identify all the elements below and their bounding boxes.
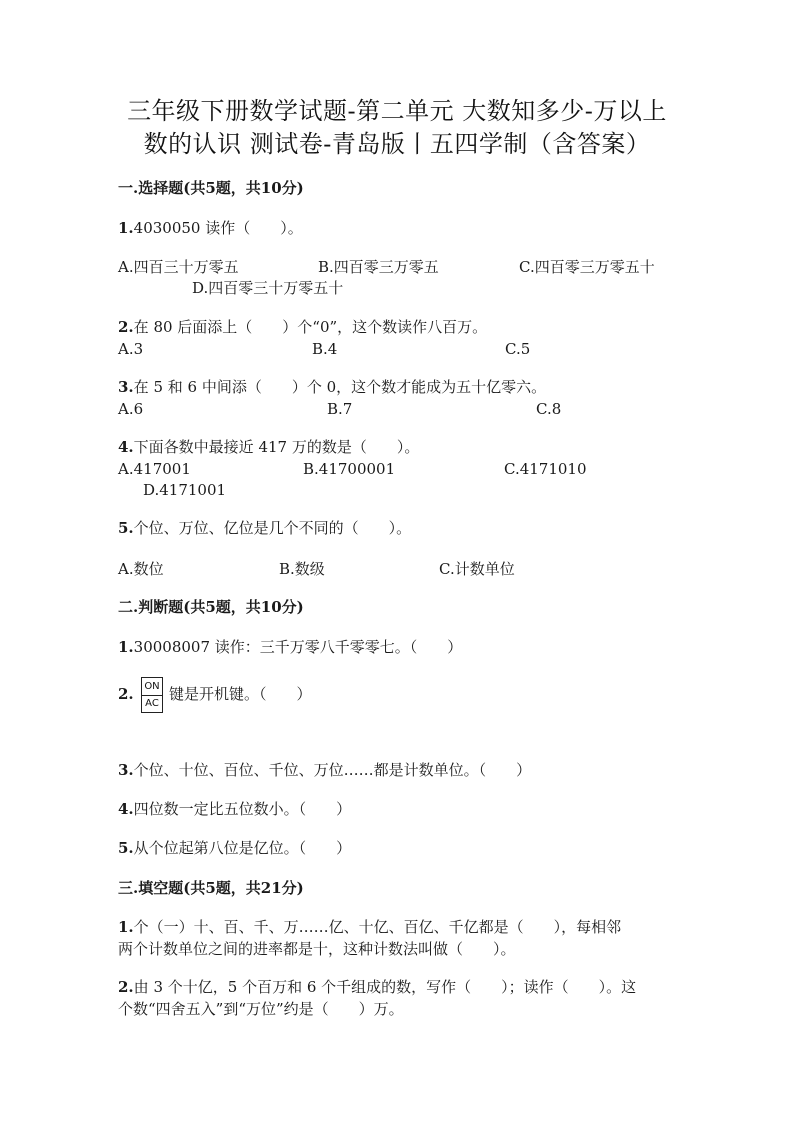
choice-q5-option-b: B.数级 — [279, 560, 325, 578]
key-label-top: ON — [144, 681, 160, 692]
question-number: 3. — [118, 378, 134, 396]
on-ac-key-icon — [141, 677, 163, 713]
choice-q2 — [118, 317, 487, 337]
choice-q3-option-b: B.7 — [327, 400, 353, 418]
judge-q1 — [118, 637, 462, 657]
choice-q1-option-d: D.四百零三十万零五十 — [192, 279, 344, 297]
choice-q1-option-a: A.四百三十万零五 — [118, 258, 239, 276]
judge-q3 — [118, 760, 531, 780]
question-text: 在 80 后面添上（ ）个“0”，这个数读作八百万。 — [133, 318, 488, 336]
choice-q5-option-c: C.计数单位 — [439, 560, 515, 578]
choice-q4-option-d: D.4171001 — [143, 481, 227, 499]
question-number: 3. — [118, 761, 134, 779]
choice-q4-option-b: B.41700001 — [303, 460, 396, 478]
question-text: 个（一）十、百、千、万……亿、十亿、百亿、千亿都是（ ），每相邻 — [133, 918, 622, 936]
choice-q2-option-a: A.3 — [118, 340, 144, 358]
section-judge-heading: 二.判断题(共5题，共10分) — [118, 598, 304, 616]
question-number: 2. — [118, 978, 134, 996]
question-number: 1. — [118, 219, 134, 237]
choice-q4-option-a: A.417001 — [118, 460, 191, 478]
question-number: 5. — [118, 519, 134, 537]
fill-q2-line2: 个数“四舍五入”到“万位”约是（ ）万。 — [118, 1000, 404, 1018]
section-choice-heading: 一.选择题(共5题，共10分) — [118, 179, 304, 197]
question-number: 1. — [118, 918, 134, 936]
question-number: 4. — [118, 800, 134, 818]
fill-q2-line1 — [118, 977, 636, 997]
key-label-bottom: AC — [145, 698, 159, 709]
question-text: 个位、十位、百位、千位、万位……都是计数单位。（ ） — [133, 761, 532, 779]
judge-q5 — [118, 838, 351, 858]
fill-q1-line2: 两个计数单位之间的进率都是十，这种计数法叫做（ ）。 — [118, 940, 516, 958]
section-fill-heading: 三.填空题(共5题，共21分) — [118, 879, 304, 897]
judge-q2-number — [118, 684, 134, 704]
question-number: 5. — [118, 839, 134, 857]
page-title-line1: 三年级下册数学试题-第二单元 大数知多少-万以上 — [127, 97, 667, 125]
choice-q5 — [118, 518, 411, 538]
fill-q1-line1 — [118, 917, 621, 937]
question-number: 2. — [118, 318, 134, 336]
question-number: 4. — [118, 438, 134, 456]
choice-q2-option-c: C.5 — [505, 340, 531, 358]
question-text: 从个位起第八位是亿位。（ ） — [133, 839, 352, 857]
choice-q1-option-b: B.四百零三万零五 — [318, 258, 439, 276]
choice-q3 — [118, 377, 546, 397]
question-text: 由 3 个十亿，5 个百万和 6 个千组成的数，写作（ ）；读作（ ）。这 — [133, 978, 637, 996]
question-number: 2. — [118, 685, 134, 703]
question-number: 1. — [118, 638, 134, 656]
question-text: 下面各数中最接近 417 万的数是（ ）。 — [133, 438, 420, 456]
question-text: 四位数一定比五位数小。（ ） — [133, 800, 352, 818]
choice-q3-option-a: A.6 — [118, 400, 144, 418]
choice-q3-option-c: C.8 — [536, 400, 562, 418]
choice-q1 — [118, 218, 303, 238]
question-text: 30008007 读作：三千万零八千零零七。（ ） — [133, 638, 463, 656]
choice-q1-option-c: C.四百零三万零五十 — [519, 258, 655, 276]
judge-q4 — [118, 799, 351, 819]
key-divider — [142, 695, 162, 696]
judge-q2-text: 键是开机键。（ ） — [169, 685, 312, 703]
choice-q2-option-b: B.4 — [312, 340, 338, 358]
question-text: 个位、万位、亿位是几个不同的（ ）。 — [133, 519, 412, 537]
page-title-line2: 数的认识 测试卷-青岛版丨五四学制（含答案） — [143, 130, 651, 158]
question-text: 在 5 和 6 中间添（ ）个 0，这个数才能成为五十亿零六。 — [133, 378, 547, 396]
choice-q5-option-a: A.数位 — [118, 560, 164, 578]
question-text: 4030050 读作（ ）。 — [133, 219, 303, 237]
choice-q4-option-c: C.4171010 — [504, 460, 587, 478]
choice-q4 — [118, 437, 419, 457]
